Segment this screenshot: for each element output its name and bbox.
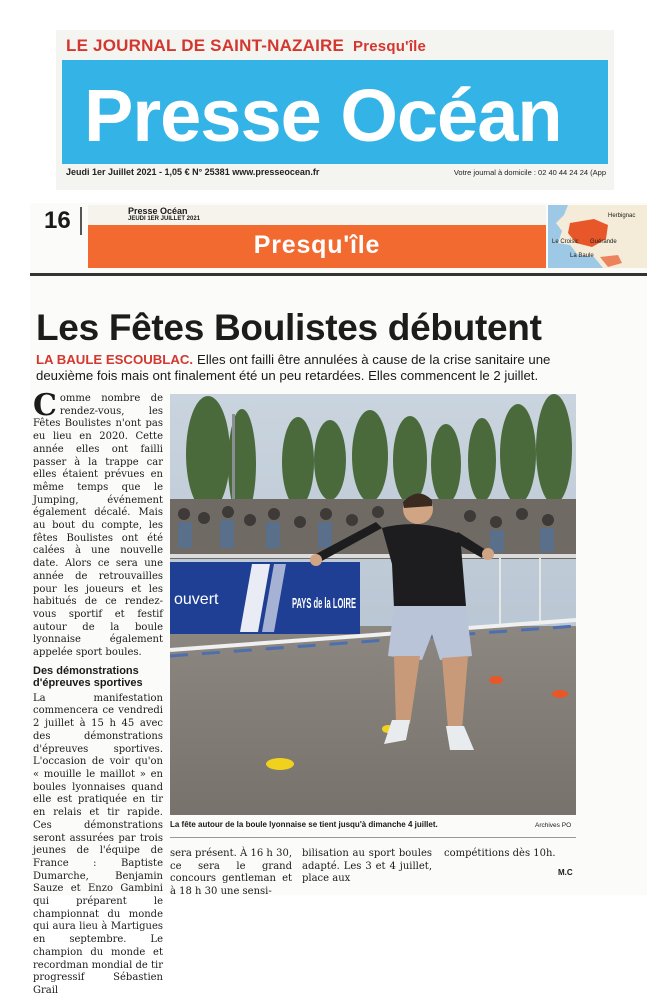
newspaper-title: Presse Océan (84, 74, 562, 157)
masthead-subtitle (66, 36, 426, 56)
region-map (548, 205, 647, 268)
article-lead (36, 352, 576, 384)
header-logo-strip (88, 205, 546, 225)
photo-credit: Archives PO (535, 822, 572, 829)
newspaper-page (30, 203, 647, 996)
article-location: LA BAULE ESCOUBLAC. (36, 352, 194, 367)
article-lead-text: Elles ont failli être annulées à cause de la crise sanitaire une deuxième fois mais ont finalement été un peu retardées. Elles commencent le 2 juillet. (36, 352, 551, 383)
paragraph-1-text: omme nombre de rendez-vous, les Fêtes Boulistes n'ont pas eu lieu en 2020. Cette année elles ont failli passer à la trappe car elles étaient prévues en même temps que le Jumping, événement également décalé. Mais au bout du compte, les fêtes Boulistes ont été calées à une nouvelle date. Alors ce sera une année de retrouvailles pour les joueurs et les habitués de ce rendez-vous sportif et festif autour de la boule lyonnaise également appelée sport boules. (33, 393, 163, 659)
article-photo (170, 394, 576, 815)
article-column-left (33, 388, 163, 998)
article-headline: Les Fêtes Boulistes débutent (36, 307, 542, 348)
drop-cap: C (33, 388, 57, 423)
photo-rule (170, 837, 576, 838)
article-subhead: Des démonstrations d'épreuves sportives (33, 664, 143, 690)
map-town-herbignac: Herbignac (608, 213, 636, 219)
boules-player-photo (170, 394, 576, 815)
map-town-le-croisic: Le Croisic (552, 239, 579, 245)
map-town-guerande: Guérande (590, 239, 617, 245)
masthead-clipping (56, 30, 614, 190)
banner-text-left: ouvert (174, 591, 219, 608)
article-column-mid2: bilisation au sport boules adapté. Les 3 et 4 juillet, place aux (302, 848, 432, 885)
header-rule (30, 273, 647, 276)
article-column-right: compétitions dès 10h. (444, 848, 556, 859)
page-number: 16 (44, 207, 71, 234)
article-byline: M.C (558, 868, 573, 877)
article-paragraph-2: La manifestation commencera ce vendredi 2 juillet à 15 h 45 avec des démonstrations d'épreuves sportives. L'occasion de voir qu'on « mouille le maillot » en boules lyonnaises quand elle est pratiquée en tir en relais et tir rapide. Ces démonstrations seront assurées par trois jeunes de l'équipe de France : Baptiste Dumarche, Benjamin Sauze et Enzo Gambini qui préparent le championnat du monde qui aura lieu à Martigues en septembre. Le champion du monde et recordman mondial de tir progressif Sébastien Grail (33, 692, 163, 996)
masthead-subtitle-text: LE JOURNAL DE SAINT-NAZAIRE (66, 36, 345, 55)
section-header (88, 205, 546, 268)
article-column-mid: sera présent. À 16 h 30, ce sera le grand concours gentleman et à 18 h 30 une sensi- (170, 848, 292, 898)
issue-date: Jeudi 1er Juillet 2021 - 1,05 € N° 25381 www.presseocean.fr (66, 167, 320, 177)
page-number-divider (80, 207, 82, 235)
masthead-subtitle-place: Presqu'île (353, 38, 427, 55)
masthead-info-line (62, 161, 608, 183)
section-title: Presqu'île (253, 231, 381, 259)
header-date: JEUDI 1ER JUILLET 2021 (128, 216, 201, 222)
header-logo: Presse Océan (128, 206, 188, 216)
subscribe-line: Votre journal à domicile : 02 40 44 24 24 (App (453, 168, 606, 177)
photo-caption: La fête autour de la boule lyonnaise se tient jusqu'à dimanche 4 juillet. (170, 820, 438, 829)
map-town-la-baule: La Baule (570, 253, 594, 259)
banner-text-right: PAYS de la LOIRE (292, 595, 356, 612)
article-paragraph-1 (33, 388, 163, 660)
